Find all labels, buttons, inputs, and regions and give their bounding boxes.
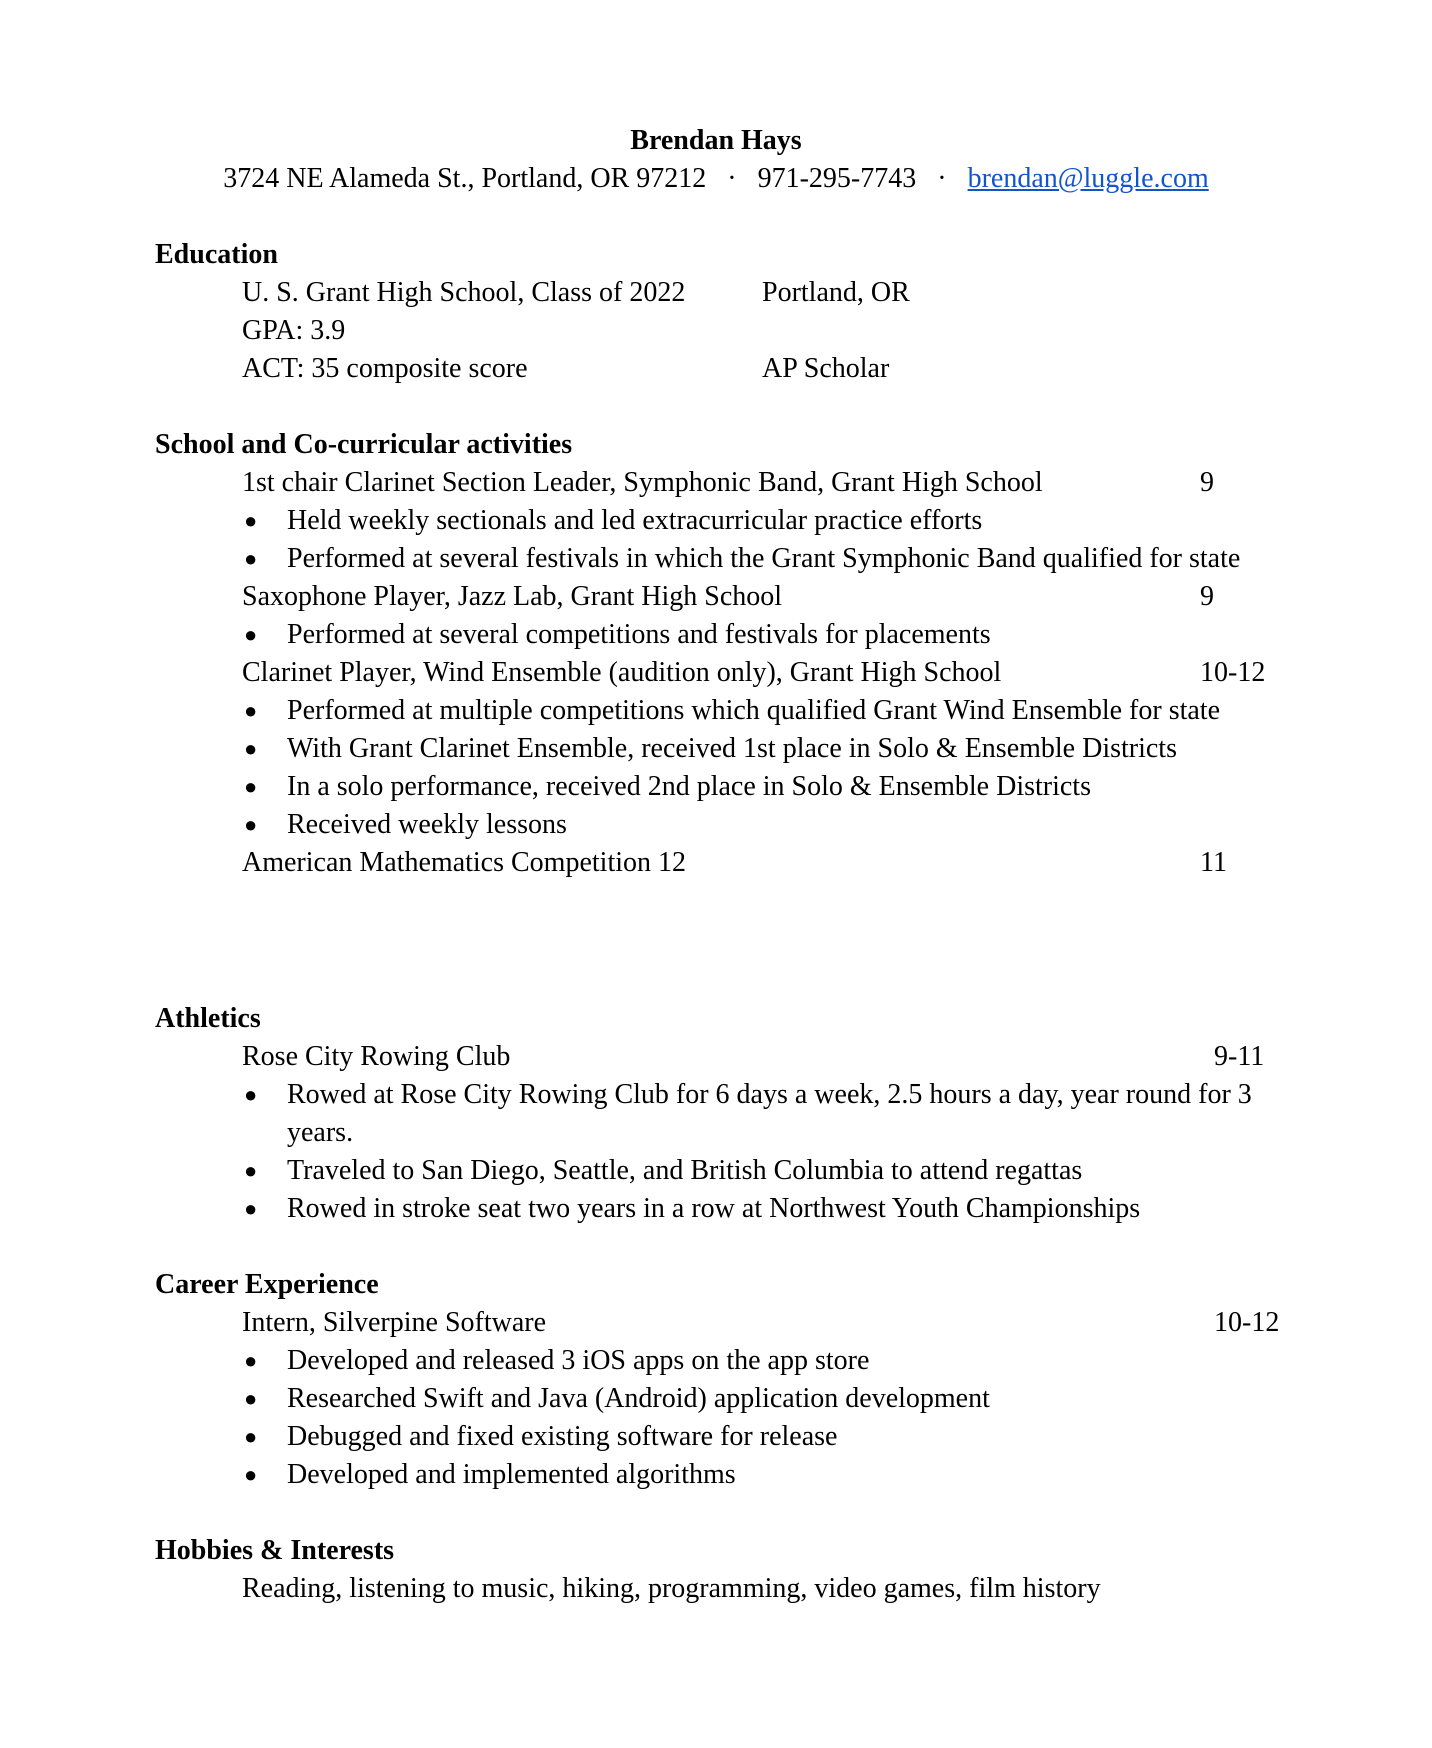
bullet-item: ● Rowed at Rose City Rowing Club for 6 days a week, 2.5 hours a day, year round for 3 years. — [287, 1076, 1287, 1152]
bullet-item: ● Developed and released 3 iOS apps on the app store — [287, 1342, 1287, 1380]
bullet-item: ● Performed at multiple competitions which qualified Grant Wind Ensemble for state — [287, 692, 1287, 730]
activities-section — [155, 426, 1295, 882]
bullet-item: ● Rowed in stroke seat two years in a row at Northwest Youth Championships — [287, 1190, 1287, 1228]
athletics-years: 9-11 — [1214, 1041, 1265, 1072]
gpa: GPA: 3.9 — [242, 315, 346, 346]
activity-years: 9 — [1200, 467, 1214, 498]
email-link[interactable]: brendan@luggle.com — [967, 163, 1209, 194]
career-section — [155, 1266, 1295, 1494]
bullet-item: ● Developed and implemented algorithms — [287, 1456, 1287, 1494]
education-row — [242, 274, 1295, 312]
activity-years: 10-12 — [1200, 657, 1266, 688]
bullet-item: ● In a solo performance, received 2nd place in Solo & Ensemble Districts — [287, 768, 1287, 806]
resume-header — [0, 122, 1432, 198]
activity-years: 9 — [1200, 581, 1214, 612]
bullet-item: ● Held weekly sectionals and led extracurricular practice efforts — [287, 502, 1287, 540]
athletics-role: Rose City Rowing Club — [242, 1041, 511, 1072]
separator-dot: · — [727, 163, 737, 194]
bullet-item: ● Debugged and fixed existing software for release — [287, 1418, 1287, 1456]
school-name: U. S. Grant High School, Class of 2022 — [242, 277, 686, 308]
athletics-entry — [242, 1038, 1295, 1076]
bullet-item: ● Researched Swift and Java (Android) application development — [287, 1380, 1287, 1418]
separator-dot: · — [937, 163, 947, 194]
activity-entry — [242, 654, 1295, 692]
career-bullets — [287, 1342, 1287, 1494]
section-title-athletics: Athletics — [155, 1003, 261, 1034]
section-title-activities: School and Co-curricular activities — [155, 429, 573, 460]
bullet-item: ● Performed at several festivals in which the Grant Symphonic Band qualified for state — [287, 540, 1287, 578]
athletics-bullets — [287, 1076, 1287, 1228]
education-row — [242, 312, 1295, 350]
education-row — [242, 350, 1295, 388]
bullet-item: ● Received weekly lessons — [287, 806, 1287, 844]
activity-bullets — [287, 692, 1287, 844]
career-entry — [242, 1304, 1295, 1342]
section-title-education: Education — [155, 239, 278, 270]
activity-entry — [242, 464, 1295, 502]
activity-role: 1st chair Clarinet Section Leader, Symphonic Band, Grant High School — [242, 467, 1043, 498]
address: 3724 NE Alameda St., Portland, OR 97212 — [223, 163, 707, 194]
section-title-hobbies: Hobbies & Interests — [155, 1535, 395, 1566]
career-years: 10-12 — [1214, 1307, 1280, 1338]
activity-years: 11 — [1200, 847, 1227, 878]
activity-entry — [242, 844, 1295, 882]
activity-role: American Mathematics Competition 12 — [242, 847, 687, 878]
bullet-item: ● Traveled to San Diego, Seattle, and British Columbia to attend regattas — [287, 1152, 1287, 1190]
career-role: Intern, Silverpine Software — [242, 1307, 547, 1338]
section-title-career: Career Experience — [155, 1269, 379, 1300]
contact-line — [0, 160, 1432, 198]
phone-number: 971-295-7743 — [757, 163, 917, 194]
athletics-section — [155, 1000, 1295, 1228]
applicant-name: Brendan Hays — [630, 125, 802, 156]
activity-bullets — [287, 616, 1287, 654]
act-score: ACT: 35 composite score — [242, 353, 528, 384]
activity-role: Clarinet Player, Wind Ensemble (audition only), Grant High School — [242, 657, 1002, 688]
education-section — [155, 236, 1295, 388]
bullet-item: ● With Grant Clarinet Ensemble, received 1st place in Solo & Ensemble Districts — [287, 730, 1287, 768]
activity-bullets — [287, 502, 1287, 578]
activity-entry — [242, 578, 1295, 616]
hobbies-text: Reading, listening to music, hiking, programming, video games, film history — [242, 1573, 1101, 1604]
bullet-item: ● Performed at several competitions and festivals for placements — [287, 616, 1287, 654]
activity-role: Saxophone Player, Jazz Lab, Grant High School — [242, 581, 783, 612]
ap-scholar: AP Scholar — [762, 353, 890, 384]
school-location: Portland, OR — [762, 277, 910, 308]
hobbies-section — [155, 1532, 1295, 1608]
